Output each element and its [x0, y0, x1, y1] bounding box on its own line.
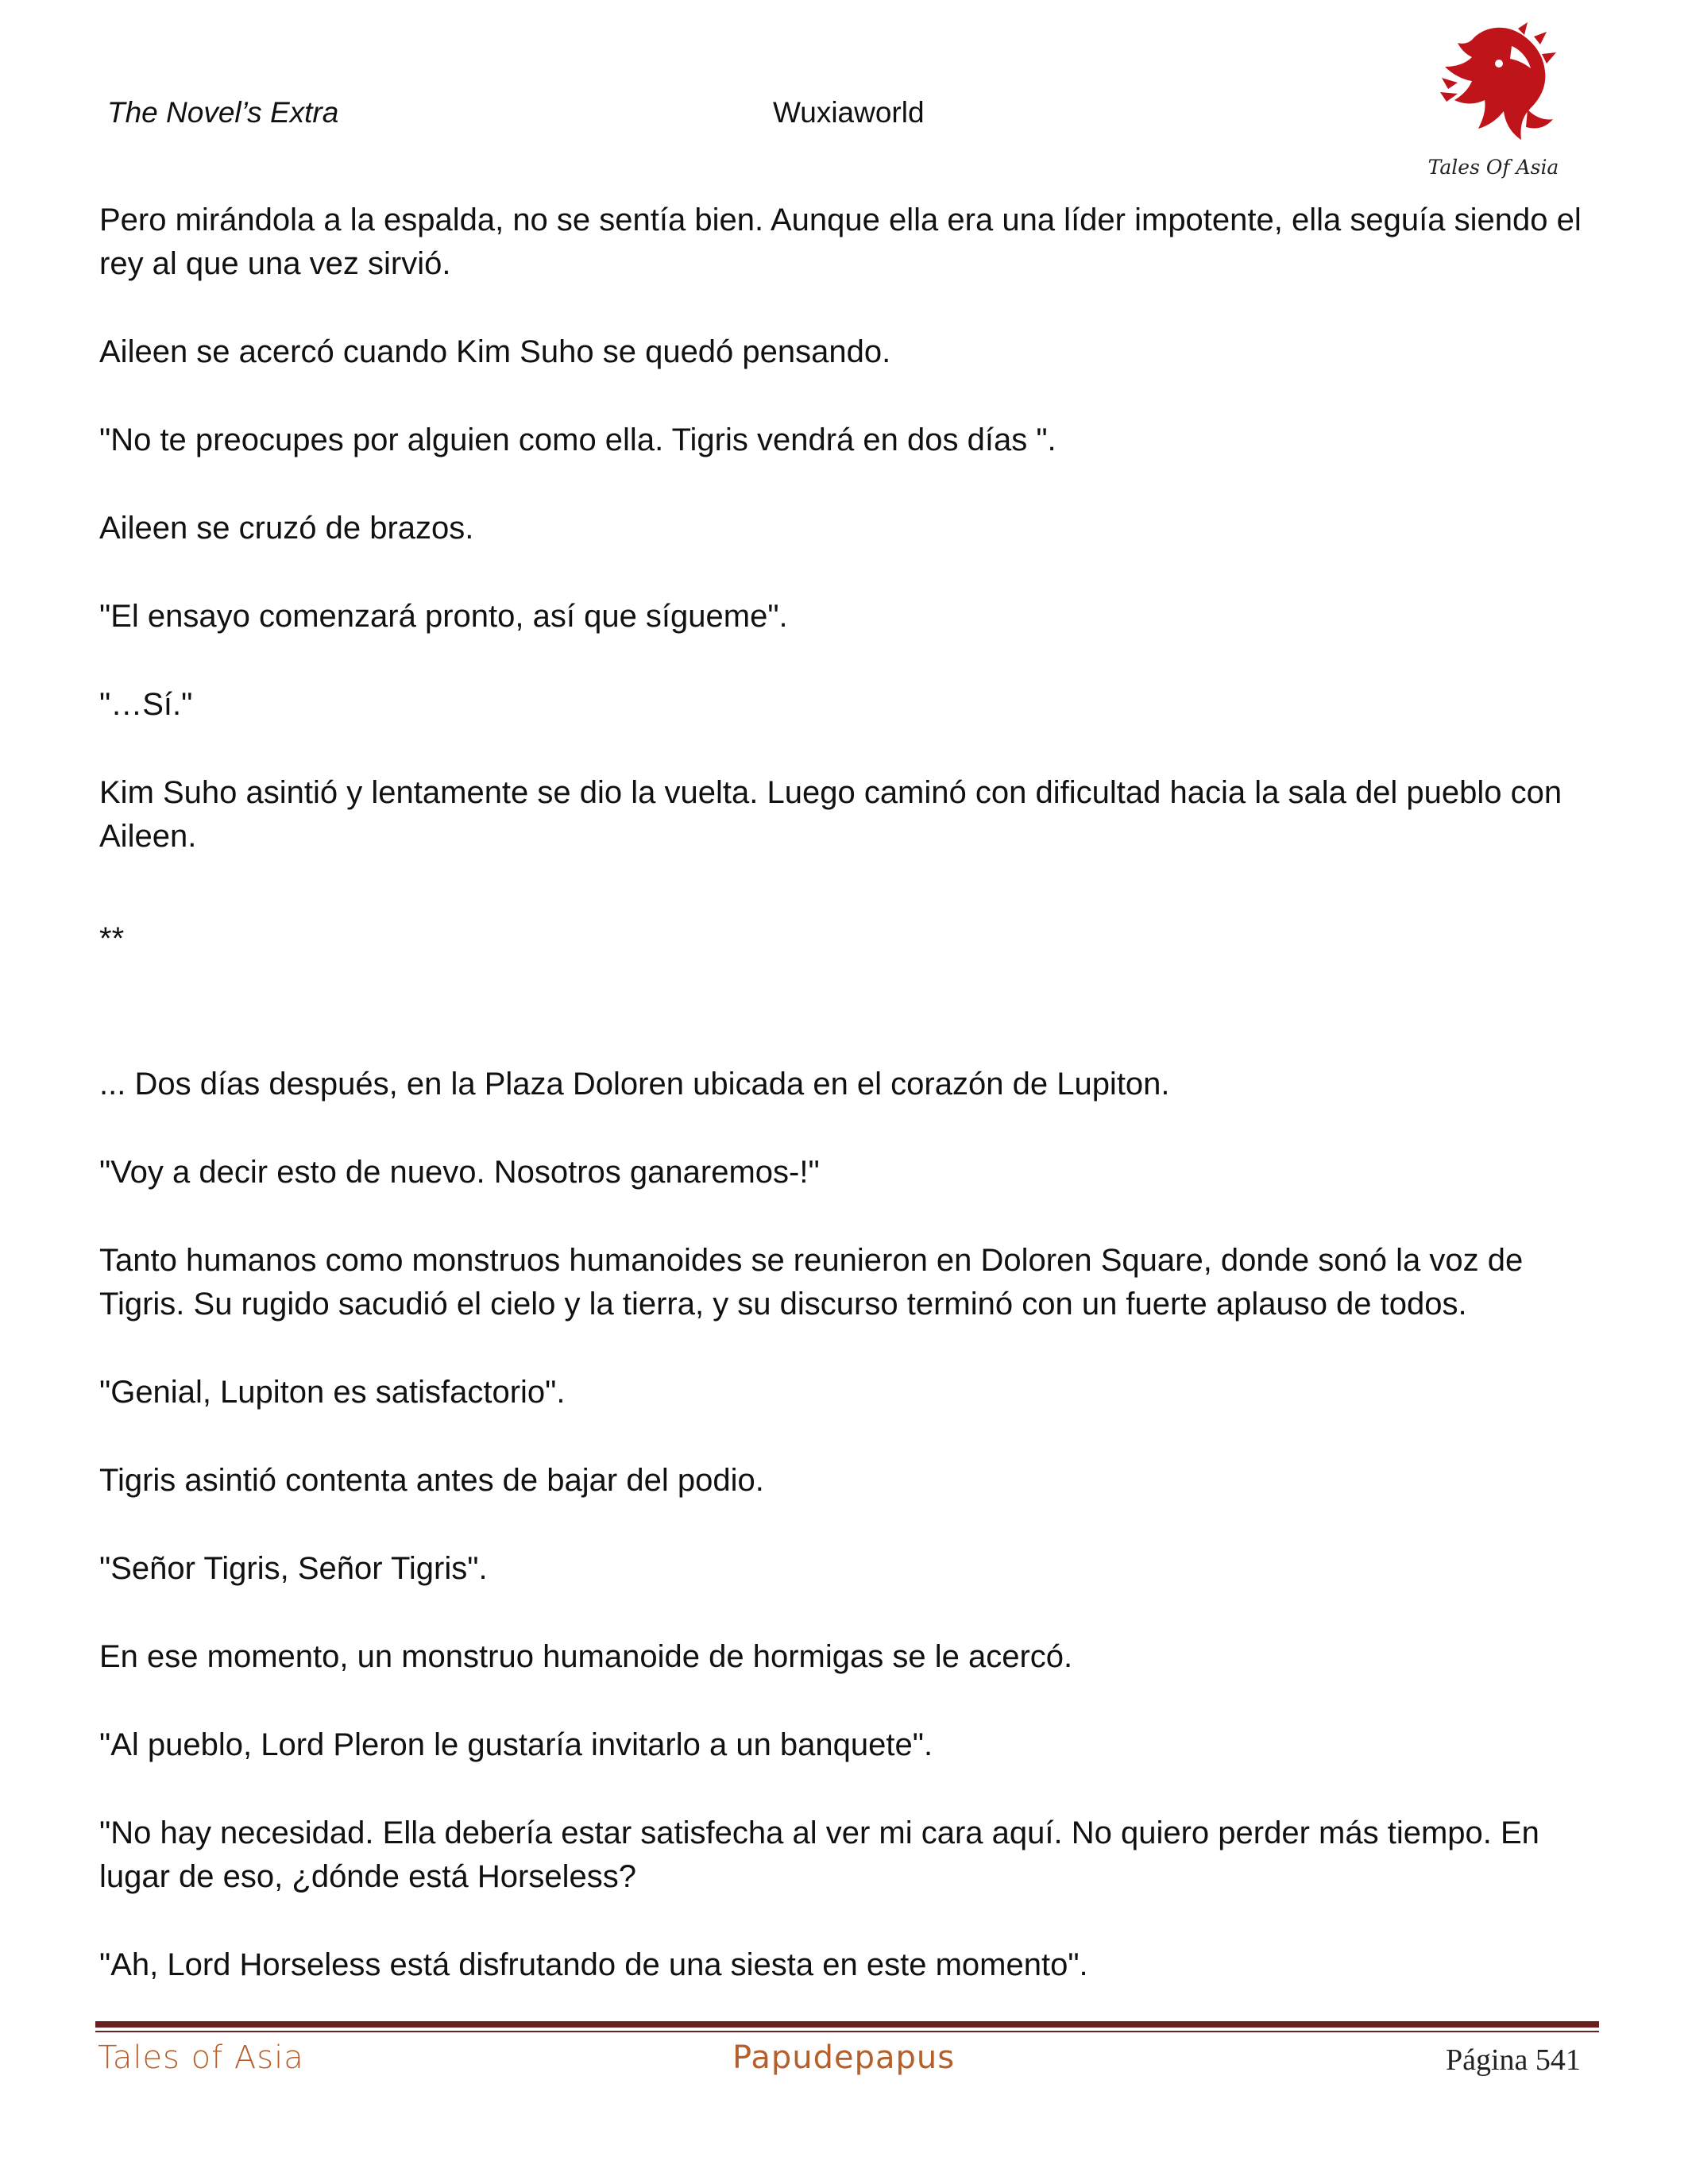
footer-site-name: Tales of Asia — [98, 2039, 304, 2076]
logo-text: Tales Of Asia — [1427, 156, 1559, 179]
paragraph: Aileen se cruzó de brazos. — [99, 511, 474, 546]
paragraph: Tigris asintió contenta antes de bajar del podio. — [99, 1463, 764, 1498]
paragraph: Kim Suho asintió y lentamente se dio la vuelta. Luego caminó con dificultad hacia la sala del pueblo con Aileen. — [99, 775, 1562, 854]
paragraph: "…Sí." — [99, 687, 193, 722]
paragraph: En ese momento, un monstruo humanoide de hormigas se le acercó. — [99, 1639, 1073, 1674]
paragraph: "Genial, Lupiton es satisfactorio". — [99, 1375, 566, 1410]
tales-of-asia-logo — [1426, 22, 1561, 189]
header-site-name: Wuxiaworld — [773, 96, 925, 129]
page-number: Página 541 — [1446, 2043, 1581, 2077]
header-book-title: The Novel’s Extra — [107, 96, 339, 129]
scene-separator: ** — [99, 921, 125, 956]
footer-divider-thin — [95, 2031, 1599, 2032]
paragraph: Aileen se acercó cuando Kim Suho se quedó pensando. — [99, 334, 891, 369]
paragraph: ... Dos días después, en la Plaza Doloren ubicada en el corazón de Lupiton. — [99, 1067, 1170, 1102]
paragraph: "Voy a decir esto de nuevo. Nosotros ganaremos-!" — [99, 1155, 820, 1190]
dragon-icon — [1426, 22, 1561, 157]
paragraph: "No hay necesidad. Ella debería estar satisfecha al ver mi cara aquí. No quiero perder más tiempo. En lugar de eso, ¿dónde está Horseless? — [99, 1815, 1539, 1894]
footer-divider — [95, 2021, 1599, 2028]
footer-translator: Papudepapus — [732, 2039, 956, 2076]
chapter-body — [99, 199, 1601, 2032]
paragraph: "Ah, Lord Horseless está disfrutando de una siesta en este momento". — [99, 1947, 1088, 1982]
paragraph: "Señor Tigris, Señor Tigris". — [99, 1551, 488, 1586]
paragraph: "El ensayo comenzará pronto, así que sígueme". — [99, 599, 788, 634]
paragraph: Pero mirándola a la espalda, no se sentía bien. Aunque ella era una líder impotente, ella seguía siendo el rey al que una vez sirvió. — [99, 203, 1582, 281]
paragraph: "Al pueblo, Lord Pleron le gustaría invitarlo a un banquete". — [99, 1727, 933, 1762]
paragraph: Tanto humanos como monstruos humanoides se reunieron en Doloren Square, donde sonó la voz de Tigris. Su rugido sacudió el cielo y la tierra, y su discurso terminó con un fuerte aplauso de todos. — [99, 1243, 1524, 1322]
paragraph: "No te preocupes por alguien como ella. Tigris vendrá en dos días ". — [99, 423, 1056, 457]
